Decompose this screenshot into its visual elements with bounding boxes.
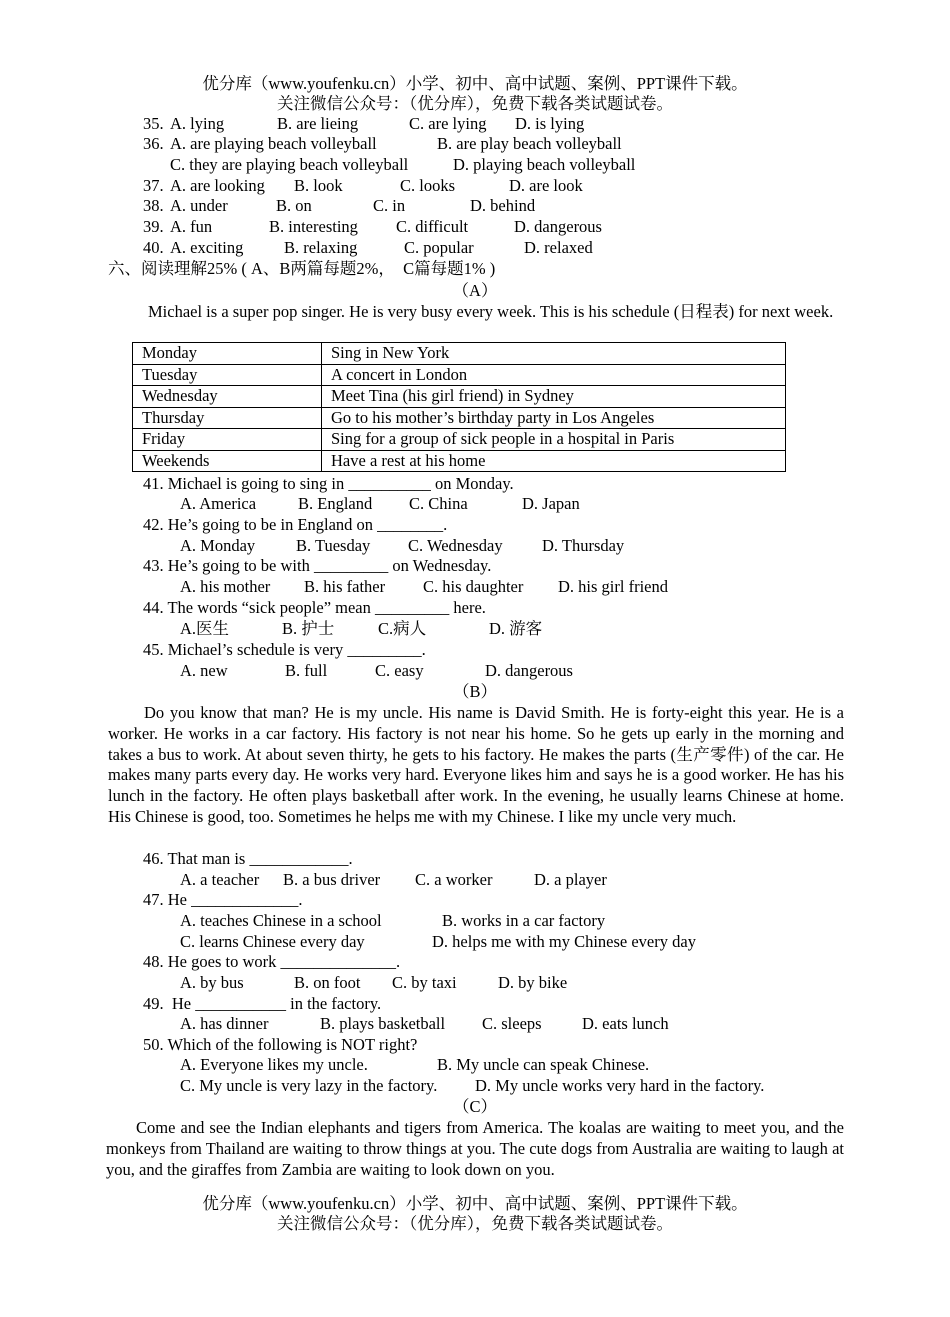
question-number: 37. [143, 176, 164, 195]
passage-b-label: （B） [452, 682, 497, 701]
option-c: C. sleeps [482, 1014, 542, 1033]
option-a: A. a teacher [180, 870, 260, 889]
option-c: C. looks [400, 176, 456, 195]
table-cell-day: Wednesday [133, 386, 322, 408]
option-d: D. Thursday [542, 536, 625, 555]
header-line-2: 关注微信公众号：（优分库），免费下载各类试题试卷。 [277, 94, 673, 113]
question-stem: 46. That man is ____________. [143, 849, 353, 868]
option-a: A.医生 [180, 619, 230, 638]
option-a: A. Everyone likes my uncle. [180, 1055, 368, 1074]
table-cell-plan: Go to his mother’s birthday party in Los Angeles [322, 407, 786, 429]
option-c: C. learns Chinese every day [180, 932, 365, 951]
option-c: C. they are playing beach volleyball [170, 155, 409, 174]
option-b: B. on [276, 196, 312, 215]
option-d: D. dangerous [485, 661, 573, 680]
option-b: B. full [285, 661, 328, 680]
header-line-1: 优分库（www.youfenku.cn）小学、初中、高中试题、案例、PPT课件下载。 [202, 74, 748, 93]
option-d: D. is lying [515, 114, 585, 133]
table-row [133, 429, 786, 451]
option-c: C. easy [375, 661, 424, 680]
table-cell-day: Thursday [133, 407, 322, 429]
table-row [133, 364, 786, 386]
question-stem: 50. Which of the following is NOT right? [143, 1035, 418, 1054]
option-a: A. under [170, 196, 228, 215]
option-b: B. England [298, 494, 373, 513]
option-d: D. relaxed [524, 238, 593, 257]
option-b: B. his father [304, 577, 386, 596]
option-a: A. are playing beach volleyball [170, 134, 377, 153]
option-b: B. are lieing [277, 114, 359, 133]
option-a: A. by bus [180, 973, 244, 992]
question-number: 36. [143, 134, 164, 153]
question-stem: 49. He ___________ in the factory. [143, 994, 382, 1013]
option-b: B. Tuesday [296, 536, 371, 555]
table-cell-plan: Sing in New York [322, 343, 786, 365]
table-cell-day: Monday [133, 343, 322, 365]
option-b: B. a bus driver [283, 870, 381, 889]
footer-line-2: 关注微信公众号：（优分库），免费下载各类试题试卷。 [277, 1214, 673, 1233]
passage-c-label: （C） [452, 1097, 497, 1116]
option-d: D. by bike [498, 973, 568, 992]
option-a: A. America [180, 494, 257, 513]
option-a: A. has dinner [180, 1014, 269, 1033]
question-stem: 47. He _____________. [143, 890, 303, 909]
option-a: A. lying [170, 114, 225, 133]
table-cell-day: Friday [133, 429, 322, 451]
option-d: D. eats lunch [582, 1014, 669, 1033]
table-row [133, 450, 786, 472]
question-number: 40. [143, 238, 164, 257]
question-number: 39. [143, 217, 164, 236]
option-c: C.病人 [378, 619, 427, 638]
question-stem: 42. He’s going to be in England on ________. [143, 515, 448, 534]
option-d: D. are look [509, 176, 583, 195]
option-c: C. China [409, 494, 468, 513]
option-d: D. playing beach volleyball [453, 155, 636, 174]
table-cell-plan: Sing for a group of sick people in a hospital in Paris [322, 429, 786, 451]
section-title: 六、阅读理解25% ( A、B两篇每题2%， C篇每题1% ) [108, 259, 496, 278]
option-d: D. a player [534, 870, 607, 889]
option-d: D. My uncle works very hard in the factory. [475, 1076, 765, 1095]
table-cell-plan: Meet Tina (his girl friend) in Sydney [322, 386, 786, 408]
option-d: D. Japan [522, 494, 580, 513]
table-row [133, 386, 786, 408]
option-b: B. look [294, 176, 343, 195]
option-d: D. helps me with my Chinese every day [432, 932, 696, 951]
table-cell-plan: A concert in London [322, 364, 786, 386]
option-a: A. exciting [170, 238, 244, 257]
option-c: C. Wednesday [408, 536, 503, 555]
option-b: B. interesting [269, 217, 358, 236]
question-stem: 43. He’s going to be with _________ on Wednesday. [143, 556, 492, 575]
option-c: C. difficult [396, 217, 469, 236]
option-b: B. relaxing [284, 238, 358, 257]
option-b: B. plays basketball [320, 1014, 446, 1033]
option-b: B. My uncle can speak Chinese. [437, 1055, 650, 1074]
option-a: A. fun [170, 217, 213, 236]
option-c: C. are lying [409, 114, 487, 133]
option-c: C. in [373, 196, 406, 215]
option-a: A. Monday [180, 536, 256, 555]
table-row [133, 343, 786, 365]
option-a: A. new [180, 661, 228, 680]
passage-b-text: Do you know that man? He is my uncle. His name is David Smith. He is forty-eight this year. He is a worker. He works in a car factory. His factory is not near his home. So he gets up early in the morning and takes a bus to work. At about seven thirty, he gets to his factory. He makes the parts (生产零件) of the car. He makes many parts every day. He works very hard. Everyone likes him and says he is a good worker. He has his lunch in the factory. He often plays basketball after work. In the evening, he usually learns Chinese at home. His Chinese is good, too. Sometimes he helps me with my Chinese. I like my uncle very much. [108, 703, 844, 826]
question-stem: 48. He goes to work ______________. [143, 952, 401, 971]
option-b: B. works in a car factory [442, 911, 606, 930]
option-c: C. his daughter [423, 577, 524, 596]
option-d: D. his girl friend [558, 577, 668, 596]
option-b: B. 护士 [282, 619, 335, 638]
question-stem: 41. Michael is going to sing in __________ on Monday. [143, 474, 514, 493]
table-cell-plan: Have a rest at his home [322, 450, 786, 472]
passage-a-intro: Michael is a super pop singer. He is very busy every week. This is his schedule (日程表) for next week. [148, 302, 834, 321]
option-c: C. a worker [415, 870, 493, 889]
option-c: C. popular [404, 238, 474, 257]
option-c: C. by taxi [392, 973, 457, 992]
option-a: A. are looking [170, 176, 265, 195]
option-d: D. behind [470, 196, 536, 215]
footer-line-1: 优分库（www.youfenku.cn）小学、初中、高中试题、案例、PPT课件下载。 [202, 1194, 748, 1213]
passage-a-label: （A） [452, 281, 498, 300]
schedule-table [132, 342, 786, 472]
option-a: A. his mother [180, 577, 271, 596]
question-number: 35. [143, 114, 164, 133]
question-number: 38. [143, 196, 164, 215]
table-cell-day: Tuesday [133, 364, 322, 386]
option-d: D. 游客 [489, 619, 543, 638]
option-d: D. dangerous [514, 217, 602, 236]
table-cell-day: Weekends [133, 450, 322, 472]
option-b: B. are play beach volleyball [437, 134, 622, 153]
passage-c-text: Come and see the Indian elephants and tigers from America. The koalas are waiting to meet you, and the monkeys from Thailand are waiting to throw things at you. The cute dogs from Australia are waiting to laugh at you, and the giraffes from Zambia are waiting to look down on you. [106, 1118, 844, 1179]
option-b: B. on foot [294, 973, 361, 992]
question-stem: 44. The words “sick people” mean _________ here. [143, 598, 486, 617]
option-c: C. My uncle is very lazy in the factory. [180, 1076, 438, 1095]
option-a: A. teaches Chinese in a school [180, 911, 382, 930]
table-row [133, 407, 786, 429]
question-stem: 45. Michael’s schedule is very _________. [143, 640, 426, 659]
